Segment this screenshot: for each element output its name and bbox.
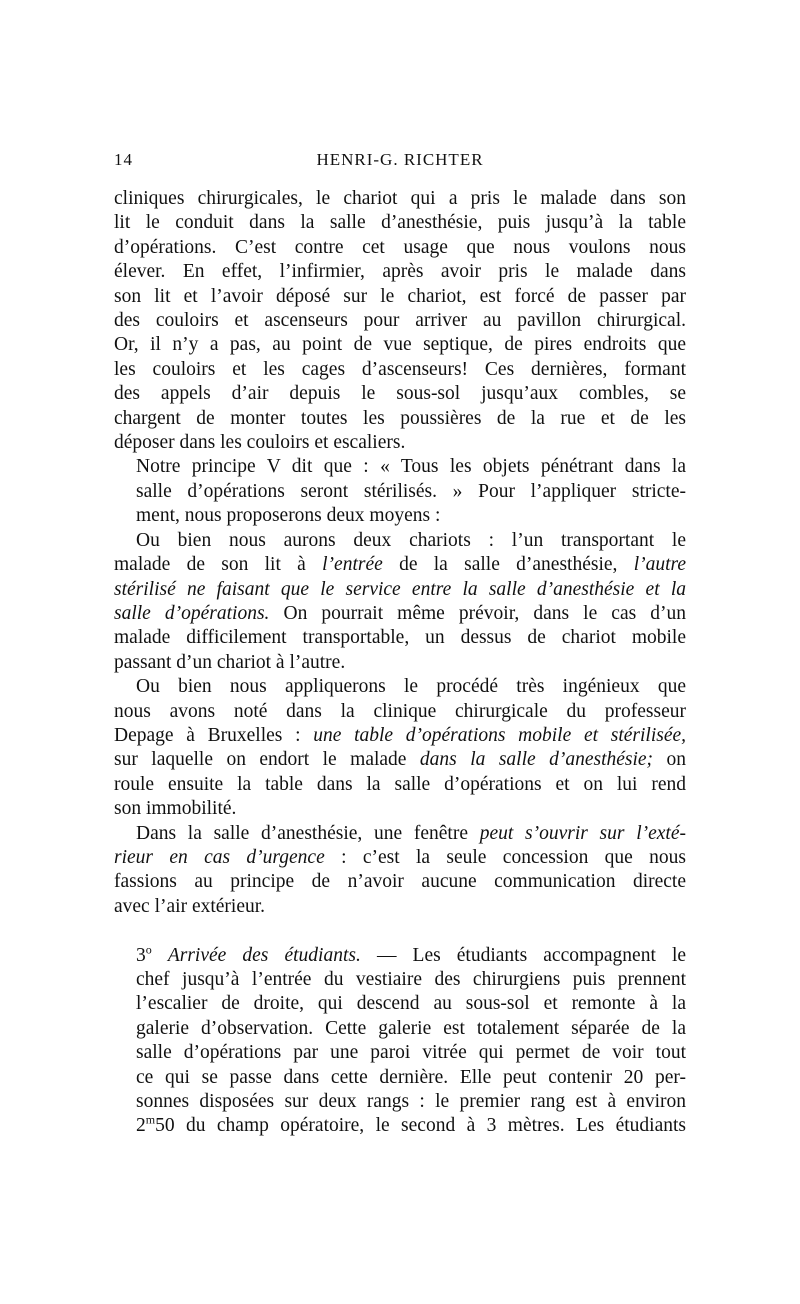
text-line: déposer dans les couloirs et escaliers. bbox=[114, 432, 406, 454]
text-line: Ou bien nous appliquerons le procédé très ingénieux que bbox=[136, 676, 686, 698]
italic-run: l’entrée bbox=[322, 554, 383, 576]
italic-run: stérilisé ne faisant que le service entre la salle d’anesthésie et la bbox=[114, 578, 686, 600]
text-line bbox=[114, 944, 686, 968]
text-line: avec l’air extérieur. bbox=[114, 895, 266, 917]
running-head: HENRI-G. RICHTER bbox=[316, 150, 484, 169]
paragraph-3 bbox=[114, 529, 686, 675]
paragraph-5 bbox=[114, 822, 686, 920]
text-run: : c’est la seule concession que nous bbox=[341, 846, 687, 868]
paragraph-4 bbox=[114, 675, 686, 821]
text-run: sur laquelle on endort le malade bbox=[114, 749, 407, 771]
text-line bbox=[114, 748, 686, 772]
text-run: Depage à Bruxelles : bbox=[114, 724, 301, 746]
page-number: 14 bbox=[114, 150, 133, 169]
text-line: salle d’opérations seront stérilisés. » Pour l’appliquer stricte- bbox=[136, 480, 686, 502]
text-line: lit le conduit dans la salle d’anesthésie, puis jusqu’à la table bbox=[114, 212, 686, 234]
text-line: nous avons noté dans la clinique chirurgicale du professeur bbox=[114, 700, 686, 722]
text-run: On pourrait même prévoir, dans le cas d’un bbox=[283, 602, 686, 624]
text-run: 2 bbox=[136, 1115, 146, 1137]
text-line: élever. En effet, l’infirmier, après avoir pris le malade dans bbox=[114, 261, 686, 283]
text-run: — Les étudiants accompagnent le bbox=[376, 944, 687, 966]
text-line: sonnes disposées sur deux rangs : le premier rang est à environ bbox=[136, 1091, 686, 1113]
text-run: 50 du champ opératoire, le second à 3 mètres. Les étudiants bbox=[155, 1115, 686, 1137]
text-line bbox=[114, 822, 686, 846]
text-line: fassions au principe de n’avoir aucune communication directe bbox=[114, 871, 686, 893]
text-line: l’escalier de droite, qui descend au sous-sol et remonte à la bbox=[136, 993, 686, 1015]
page-header bbox=[114, 150, 686, 172]
text-line: roule ensuite la table dans la salle d’opérations et on lui rend bbox=[114, 773, 686, 795]
paragraph-1 bbox=[114, 187, 686, 455]
text-line bbox=[114, 846, 686, 870]
text-line bbox=[114, 724, 686, 748]
text-line bbox=[114, 553, 686, 577]
text-line: des couloirs et ascenseurs pour arriver au pavillon chirurgical. bbox=[114, 310, 686, 332]
text-line: son lit et l’avoir déposé sur le chariot, est forcé de passer par bbox=[114, 285, 686, 307]
italic-run: salle d’opérations. bbox=[114, 602, 270, 624]
text-line: d’opérations. C’est contre cet usage que nous voulons nous bbox=[114, 236, 686, 258]
text-line: malade difficilement transportable, un dessus de chariot mobile bbox=[114, 627, 686, 649]
paragraph-2 bbox=[114, 455, 686, 528]
text-line: galerie d’observation. Cette galerie est totalement séparée de la bbox=[136, 1017, 686, 1039]
superscript: o bbox=[145, 942, 152, 957]
italic-run: l’autre bbox=[633, 554, 687, 576]
text-run: de la salle d’anesthésie, bbox=[399, 554, 618, 576]
text-line: son immobilité. bbox=[114, 798, 237, 820]
text-line: passant d’un chariot à l’autre. bbox=[114, 651, 346, 673]
text-line bbox=[114, 578, 686, 602]
text-line: les couloirs et les cages d’ascenseurs! Ces dernières, formant bbox=[114, 358, 686, 380]
text-line: Or, il n’y a pas, au point de vue septique, de pires endroits que bbox=[114, 334, 686, 356]
text-run: malade de son lit à bbox=[114, 554, 306, 576]
italic-run: une table d’opérations mobile et stérilisée, bbox=[313, 724, 687, 746]
italic-run: rieur en cas d’urgence bbox=[114, 846, 325, 868]
text-run: Dans la salle d’anesthésie, une fenêtre bbox=[136, 822, 468, 844]
body-text bbox=[114, 187, 686, 1139]
paragraph-6 bbox=[114, 944, 686, 1139]
text-line: cliniques chirurgicales, le chariot qui a pris le malade dans son bbox=[114, 188, 686, 209]
text-line bbox=[114, 1114, 686, 1138]
text-line: chargent de monter toutes les poussières de la rue et de les bbox=[114, 407, 686, 429]
text-line: ment, nous proposerons deux moyens : bbox=[136, 505, 441, 527]
italic-run: peut s’ouvrir sur l’exté- bbox=[479, 822, 686, 844]
text-run: 3 bbox=[136, 944, 146, 966]
text-line: salle d’opérations par une paroi vitrée qui permet de voir tout bbox=[136, 1042, 686, 1064]
text-line: des appels d’air depuis le sous-sol jusqu’aux combles, se bbox=[114, 383, 686, 405]
italic-run: dans la salle d’anesthésie; bbox=[419, 749, 654, 771]
italic-run: Arrivée des étudiants. bbox=[167, 944, 361, 966]
superscript: m bbox=[145, 1112, 156, 1127]
text-run: on bbox=[666, 749, 687, 771]
text-line bbox=[114, 602, 686, 626]
text-line: chef jusqu’à l’entrée du vestiaire des chirurgiens puis prennent bbox=[136, 968, 686, 990]
text-line: ce qui se passe dans cette dernière. Elle peut contenir 20 per- bbox=[136, 1066, 686, 1088]
text-line: Notre principe V dit que : « Tous les objets pénétrant dans la bbox=[136, 456, 686, 478]
text-line: Ou bien nous aurons deux chariots : l’un transportant le bbox=[136, 529, 686, 551]
